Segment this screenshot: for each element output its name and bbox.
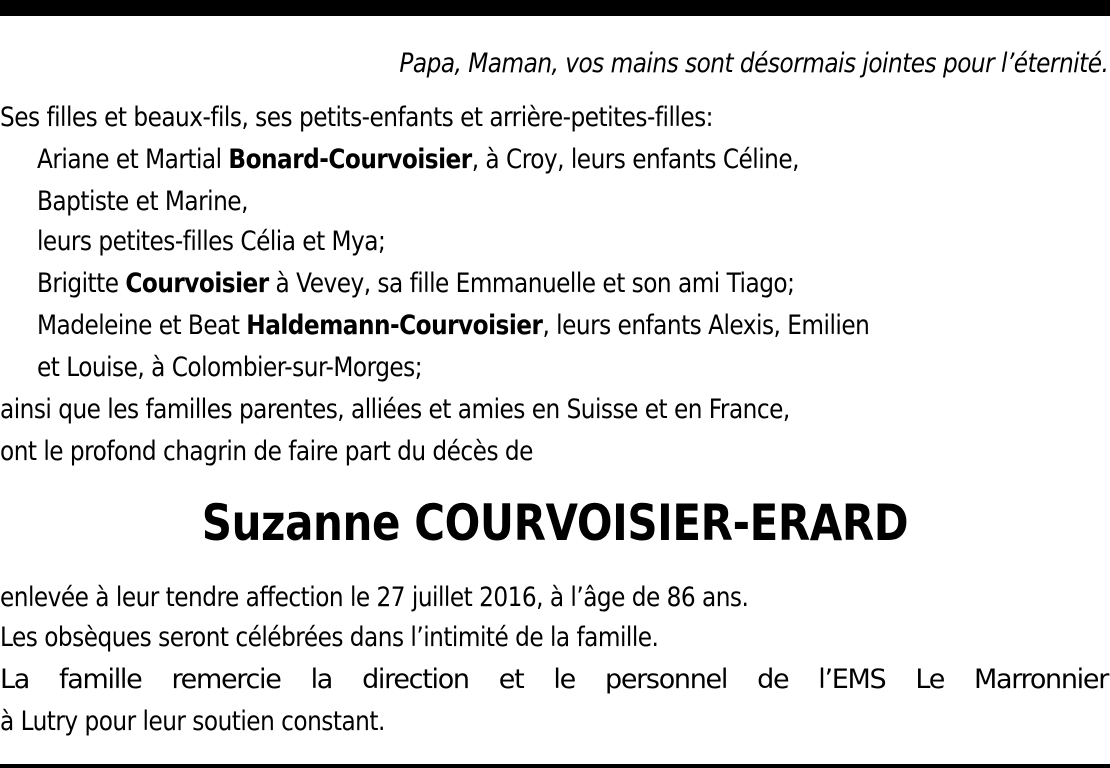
family-line-4-after: à Vevey, sa fille Emmanuelle et son ami Tiago;	[268, 268, 795, 299]
family-surname-courvoisier: Courvoisier	[125, 268, 269, 299]
family-line-5-before: Madeleine et Beat	[37, 310, 247, 341]
family-line-3: leurs petites-filles Célia et Mya;	[37, 226, 386, 257]
family-line-6: et Louise, à Colombier-sur-Morges;	[37, 352, 423, 383]
announcement-line: ont le profond chagrin de faire part du décès de	[0, 436, 533, 467]
intro-line: Ses filles et beaux-fils, ses petits-enfants et arrière-petites-filles:	[0, 102, 713, 133]
closing-line-2: Les obsèques seront célébrées dans l’intimité de la famille.	[0, 622, 659, 653]
bottom-border-rule	[0, 764, 1110, 768]
family-line-2: Baptiste et Marine,	[37, 186, 248, 217]
closing-line-4: à Lutry pour leur soutien constant.	[0, 706, 385, 737]
top-border-rule	[0, 0, 1110, 16]
deceased-name: Suzanne COURVOISIER-ERARD	[201, 494, 909, 552]
family-surname-bonard-courvoisier: Bonard-Courvoisier	[228, 144, 472, 175]
closing-line-1: enlevée à leur tendre affection le 27 juillet 2016, à l’âge de 86 ans.	[0, 582, 749, 613]
family-line-4-before: Brigitte	[37, 268, 126, 299]
epigraph: Papa, Maman, vos mains sont désormais jointes pour l’éternité.	[399, 48, 1108, 79]
family-line-5-after: , leurs enfants Alexis, Emilien	[542, 310, 870, 341]
family-line-1	[37, 140, 799, 180]
relatives-line: ainsi que les familles parentes, alliées et amies en Suisse et en France,	[0, 394, 790, 425]
family-surname-haldemann-courvoisier: Haldemann-Courvoisier	[246, 310, 543, 341]
family-line-4	[37, 264, 794, 304]
family-line-1-after: , à Croy, leurs enfants Céline,	[471, 144, 800, 175]
family-line-5	[37, 306, 869, 346]
closing-line-3: La famille remercie la direction et le personnel de l’EMS Le Marronnier	[0, 664, 1108, 695]
family-line-1-before: Ariane et Martial	[37, 144, 229, 175]
